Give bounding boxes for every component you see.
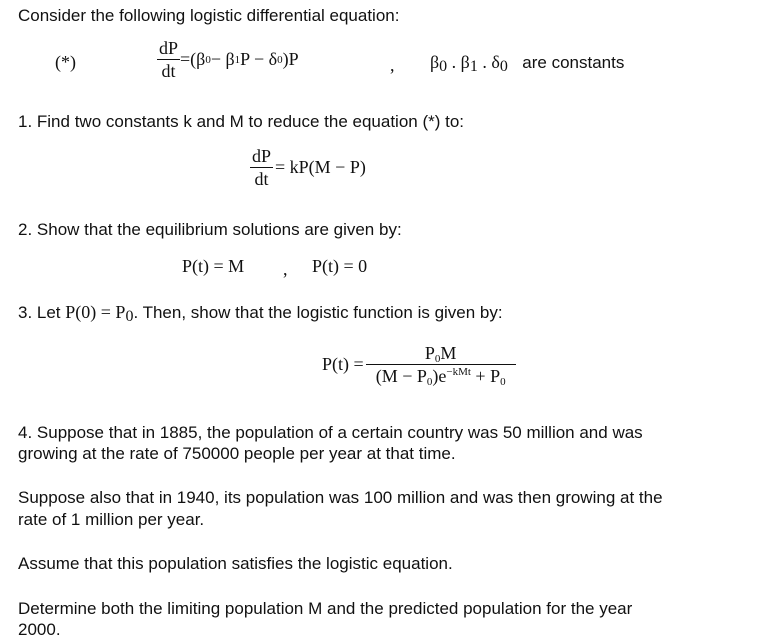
fraction-numerator: dP xyxy=(159,38,179,58)
comma-separator: , xyxy=(283,259,288,279)
equation-reduced xyxy=(250,146,366,189)
fraction-denominator xyxy=(366,365,516,386)
fraction-numerator xyxy=(366,343,516,365)
paragraph-3: Assume that this population satisfies the logistic equation. xyxy=(18,554,453,573)
paragraph-4-line-1: Determine both the limiting population M and the predicted population for the year xyxy=(18,599,633,618)
derivative-fraction xyxy=(157,38,180,81)
equilibrium-right: P(t) = 0 xyxy=(312,256,368,276)
eq-term: − β xyxy=(210,49,235,69)
derivative-fraction xyxy=(250,146,273,189)
eq-term: = kP(M − P) xyxy=(275,157,366,177)
beta-symbol: β xyxy=(430,52,440,72)
subscript: 0 xyxy=(439,58,448,75)
eq-term: (M − P xyxy=(375,366,427,386)
eq-term: + P xyxy=(470,366,501,386)
equation-label: (*) xyxy=(55,52,76,72)
initial-condition: P(0) = P xyxy=(65,302,126,322)
superscript: −kMt xyxy=(446,366,471,378)
question-1: 1. Find two constants k and M to reduce the equation (*) to: xyxy=(18,112,465,131)
equation-star: $\frac{dP}{dt}$ = (β 0 − β 1 P − δ 0 )P xyxy=(159,38,299,81)
logistic-fraction xyxy=(366,343,516,386)
beta-symbol: . β xyxy=(447,52,470,72)
question-4-line-1: 4. Suppose that in 1885, the population of a certain country was 50 million and was xyxy=(18,423,643,442)
subscript: 0 xyxy=(426,376,433,388)
eq-term: P(t) = xyxy=(322,354,364,374)
eq-term: (β xyxy=(190,49,206,69)
equilibrium-left: P(t) = M xyxy=(182,256,245,276)
subscript: 0 xyxy=(499,58,508,75)
eq-term: )e xyxy=(432,366,447,386)
q3-suffix: . Then, show that the logistic function is given by: xyxy=(133,303,503,322)
fraction-denominator: dt xyxy=(161,61,176,81)
constants-text: are constants xyxy=(522,53,625,72)
fraction-numerator: dP xyxy=(252,146,272,166)
eq-term: M xyxy=(440,343,457,363)
eq-term: )P xyxy=(282,49,299,69)
paragraph-2-line-2: rate of 1 million per year. xyxy=(18,510,205,529)
question-2: 2. Show that the equilibrium solutions are given by: xyxy=(18,220,402,239)
logistic-function xyxy=(322,343,516,386)
paragraph-2-line-1: Suppose also that in 1940, its population was 100 million and was then growing at the xyxy=(18,488,663,507)
q3-prefix: 3. Let xyxy=(18,303,66,322)
fraction-denominator: dt xyxy=(254,169,269,189)
paragraph-4-line-2: 2000. xyxy=(18,620,61,639)
subscript: 0 xyxy=(125,308,134,325)
question-3 xyxy=(18,302,503,323)
subscript: 0 xyxy=(500,376,506,388)
equals-sign: = xyxy=(180,49,191,69)
subscript: 1 xyxy=(469,58,478,75)
intro-text: Consider the following logistic differential equation: xyxy=(18,6,400,25)
delta-symbol: . δ xyxy=(477,52,500,72)
subscript: 0 xyxy=(434,353,441,365)
comma-separator: , xyxy=(390,55,395,75)
constants-note xyxy=(430,52,624,73)
question-4-line-2: growing at the rate of 750000 people per year at that time. xyxy=(18,444,456,463)
eq-term: P xyxy=(424,343,435,363)
eq-term: P − δ xyxy=(240,49,278,69)
